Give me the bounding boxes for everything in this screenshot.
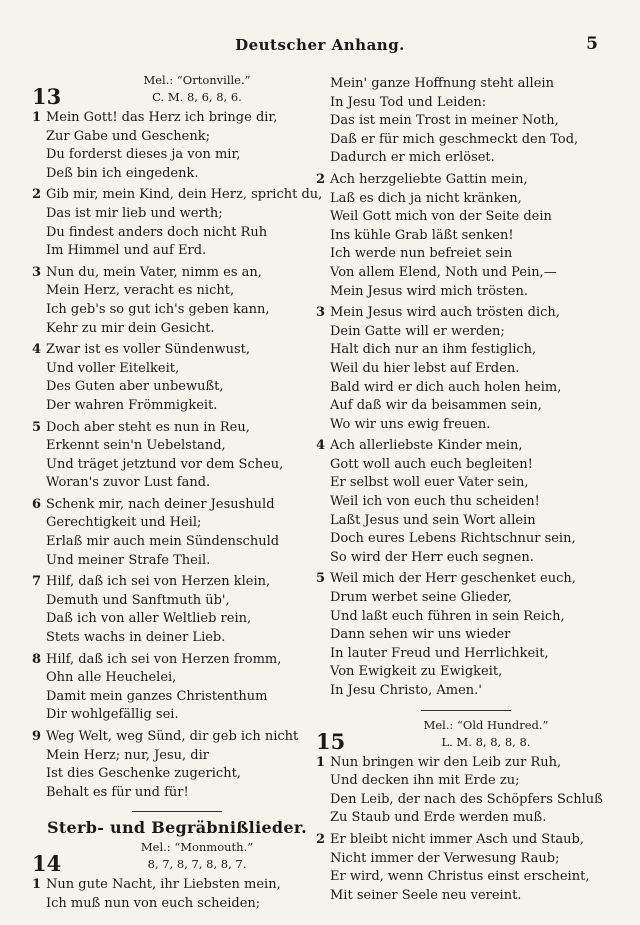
- verse-line: Mein Herz; nur, Jesu, dir: [46, 747, 209, 763]
- verse-line: Weg Welt, weg Sünd, dir geb ich nicht: [46, 729, 299, 744]
- verse-line: Dir wohlgefällig sei.: [46, 707, 179, 723]
- melody-label: Mel.: “Old Hundred.”: [423, 717, 549, 732]
- verse-line: Woran's zuvor Lust fand.: [46, 475, 211, 491]
- hymn-13-verses: [32, 109, 322, 802]
- verse-line: Gerechtigkeit und Heil;: [46, 515, 202, 531]
- right-column: [316, 72, 616, 905]
- hymn-number: 15: [316, 728, 346, 754]
- verse-number: 1: [32, 877, 42, 893]
- verse-line: Ist dies Geschenke zugericht,: [46, 766, 241, 782]
- verse-line: Nun bringen wir den Leib zur Ruh,: [330, 754, 562, 770]
- verse-line: In Jesu Tod und Leiden:: [330, 94, 487, 110]
- hymn-14-verses-continued: [316, 171, 616, 701]
- verse: [32, 876, 322, 913]
- verse-number: 1: [316, 754, 326, 770]
- verse-line: Der wahren Frömmigkeit.: [46, 397, 218, 413]
- verse-line: Schenk mir, nach deiner Jesushuld: [46, 496, 275, 512]
- verse: [32, 728, 322, 802]
- verse-line: Zur Gabe und Geschenk;: [46, 128, 210, 144]
- verse-line: Erlaß mir auch mein Sündenschuld: [46, 534, 280, 550]
- verse-line: Den Leib, der nach des Schöpfers Schluß: [330, 791, 603, 807]
- verse-line: Weil du hier lebst auf Erden.: [330, 360, 520, 376]
- verse-line: Kehr zu mir dein Gesicht.: [46, 320, 215, 336]
- meter-label: 8, 7, 8, 7, 8, 8, 7.: [147, 857, 247, 872]
- verse-line: Er wird, wenn Christus einst erscheint,: [330, 869, 590, 885]
- verse-line: Auf daß wir da beisammen sein,: [330, 398, 542, 414]
- verse: [32, 264, 322, 338]
- verse: [316, 437, 616, 567]
- section-divider: [132, 811, 222, 812]
- verse-line: Ach herzgeliebte Gattin mein,: [330, 171, 528, 187]
- verse-line: So wird der Herr euch segnen.: [330, 549, 534, 565]
- hymn-divider: [421, 710, 511, 711]
- verse-line: Bald wird er dich auch holen heim,: [330, 379, 562, 395]
- verse-line: Von allem Elend, Noth und Pein,—: [330, 264, 557, 280]
- verse-line: Nun gute Nacht, ihr Liebsten mein,: [46, 877, 281, 893]
- verse-line: Deß bin ich eingedenk.: [46, 165, 199, 181]
- verse-line: Du forderst dieses ja von mir,: [46, 147, 241, 163]
- verse-number: 3: [316, 305, 326, 321]
- meter-label: L. M. 8, 8, 8, 8.: [441, 734, 531, 749]
- verse-line: Des Guten aber unbewußt,: [46, 379, 224, 395]
- verse-number: 2: [316, 831, 326, 847]
- verse-line: Laß es dich ja nicht kränken,: [330, 190, 522, 206]
- melody-label: Mel.: “Ortonville.”: [143, 73, 251, 87]
- verse-number: 5: [316, 571, 326, 587]
- verse-line: Mein Jesus wird auch trösten dich,: [330, 305, 560, 321]
- verse-line: Mein' ganze Hoffnung steht allein: [330, 76, 554, 91]
- verse-line: Demuth und Sanftmuth üb',: [46, 592, 230, 608]
- verse-line: Stets wachs in deiner Lieb.: [46, 630, 226, 646]
- verse-line: Damit mein ganzes Christenthum: [46, 688, 268, 704]
- verse-line: Laßt Jesus und sein Wort allein: [330, 512, 536, 528]
- verse-line: Du findest anders doch nicht Ruh: [46, 224, 268, 240]
- verse-line: Behalt es für und für!: [46, 784, 189, 800]
- verse-line: Dein Gatte will er werden;: [330, 323, 505, 339]
- verse: [316, 754, 616, 828]
- verse-line: Und träget jetztund vor dem Scheu,: [46, 456, 284, 472]
- verse: [316, 171, 616, 301]
- verse-line: Und meiner Strafe Theil.: [46, 552, 211, 568]
- verse: [32, 109, 322, 183]
- running-title: Deutscher Anhang.: [235, 36, 405, 54]
- verse-number: 8: [32, 651, 42, 667]
- verse-number: 2: [32, 187, 42, 203]
- verse: [32, 186, 322, 260]
- verse-number: 7: [32, 574, 42, 590]
- verse-line: Drum werbet seine Glieder,: [330, 590, 512, 606]
- verse: [32, 419, 322, 493]
- verse-line: Und laßt euch führen in sein Reich,: [330, 608, 565, 624]
- verse-line: Das ist mein Trost in meiner Noth,: [330, 113, 559, 129]
- verse-line: Nun du, mein Vater, nimm es an,: [46, 264, 262, 280]
- verse-line: Er bleibt nicht immer Asch und Staub,: [330, 831, 584, 847]
- verse: [316, 570, 616, 700]
- verse-number: 9: [32, 729, 42, 744]
- meter-label: C. M. 8, 6, 8, 6.: [152, 90, 242, 104]
- verse-number: 3: [32, 264, 42, 280]
- verse-line: Gib mir, mein Kind, dein Herz, spricht du,: [46, 187, 323, 203]
- verse-number: 4: [316, 438, 326, 454]
- left-column: [32, 72, 322, 914]
- verse-line: Mein Gott! das Herz ich bringe dir,: [46, 110, 278, 125]
- hymn-number: 13: [32, 84, 62, 109]
- verse-number: 4: [32, 342, 42, 358]
- verse-line: Ach allerliebste Kinder mein,: [330, 438, 523, 454]
- verse-line: Daß er für mich geschmeckt den Tod,: [330, 131, 579, 147]
- verse-line: Und voller Eitelkeit,: [46, 360, 180, 376]
- verse-line: Zwar ist es voller Sündenwust,: [46, 342, 251, 358]
- section-title: Sterb- und Begräbnißlieder.: [46, 818, 308, 838]
- verse-line: Weil ich von euch thu scheiden!: [330, 494, 540, 510]
- verse: [32, 651, 322, 725]
- verse-number: 6: [32, 496, 42, 512]
- verse-number: 1: [32, 110, 42, 125]
- verse-line: Das ist mir lieb und werth;: [46, 205, 223, 221]
- verse-line: Er selbst woll euer Vater sein,: [330, 475, 529, 491]
- melody-label: Mel.: “Monmouth.”: [140, 840, 254, 855]
- verse-line: Weil Gott mich von der Seite dein: [330, 209, 552, 225]
- verse-line: In Jesu Christo, Amen.': [330, 683, 482, 698]
- verse-line: Weil mich der Herr geschenket euch,: [330, 571, 576, 587]
- hymn-14-verses: [32, 876, 322, 913]
- verse-line: Und decken ihn mit Erde zu;: [330, 773, 520, 789]
- verse-line: Von Ewigkeit zu Ewigkeit,: [330, 664, 503, 680]
- verse-line: Im Himmel und auf Erd.: [46, 243, 207, 259]
- hymn-15-header: [316, 717, 616, 754]
- hymn-number: 14: [32, 851, 62, 877]
- verse-line: Ohn alle Heuchelei,: [46, 670, 177, 686]
- verse-line: Wo wir uns ewig freuen.: [330, 416, 491, 432]
- verse: [32, 496, 322, 570]
- verse-line: Daß ich von aller Weltlieb rein,: [46, 611, 252, 627]
- verse-line: Mein Jesus wird mich trösten.: [330, 283, 529, 299]
- verse: [316, 304, 616, 434]
- hymn-13-header: [32, 72, 322, 109]
- verse-line: Dann sehen wir uns wieder: [330, 627, 511, 643]
- verse: [316, 831, 616, 905]
- verse-line: Ins kühle Grab läßt senken!: [330, 227, 514, 243]
- verse-line: Ich werde nun befreiet sein: [330, 246, 513, 262]
- verse-number: 2: [316, 171, 326, 187]
- page-number: 5: [586, 34, 598, 54]
- hymn-15-verses: [316, 754, 616, 906]
- verse-line: Mit seiner Seele neu vereint.: [330, 887, 522, 903]
- verse-line: Doch eures Lebens Richtschnur sein,: [330, 531, 576, 547]
- verse-line: Ich geb's so gut ich's geben kann,: [46, 301, 270, 317]
- verse-line: Nicht immer der Verwesung Raub;: [330, 850, 560, 866]
- verse-line: Erkennt sein'n Uebelstand,: [46, 438, 226, 454]
- verse-line: Halt dich nur an ihm festiglich,: [330, 342, 537, 358]
- verse-line: Ich muß nun von euch scheiden;: [46, 895, 261, 911]
- verse-line: Mein Herz, veracht es nicht,: [46, 283, 235, 299]
- verse-line: Zu Staub und Erde werden muß.: [330, 810, 547, 826]
- verse-line: Dadurch er mich erlöset.: [330, 150, 495, 166]
- verse-line: In lauter Freud und Herrlichkeit,: [330, 645, 549, 661]
- verse-line: Hilf, daß ich sei von Herzen klein,: [46, 574, 271, 590]
- hymn-14-header: [32, 839, 322, 877]
- verse: [32, 341, 322, 415]
- verse: [32, 573, 322, 647]
- verse-number: 5: [32, 419, 42, 435]
- verse-line: Gott woll auch euch begleiten!: [330, 456, 533, 472]
- verse-line: Hilf, daß ich sei von Herzen fromm,: [46, 651, 282, 667]
- verse-line: Doch aber steht es nun in Reu,: [46, 419, 250, 435]
- hymn-14-continuation: [316, 75, 616, 168]
